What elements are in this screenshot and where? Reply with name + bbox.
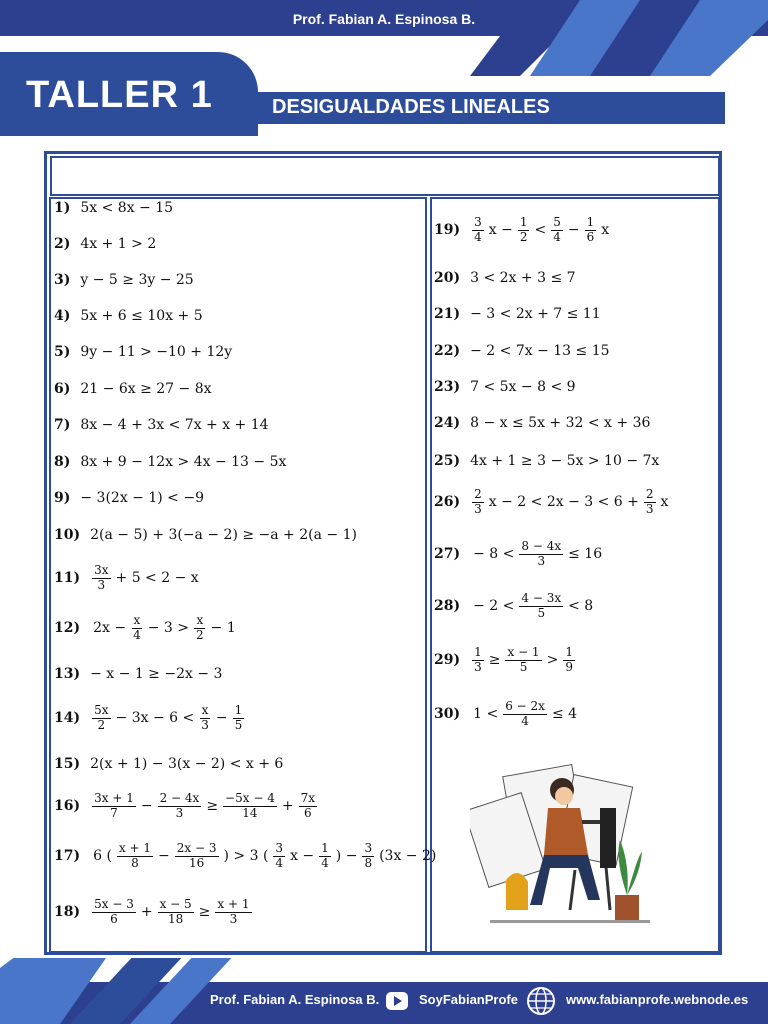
fraction — [505, 646, 541, 675]
exercise-expression: − x − 1 ≥ −2x − 3 — [90, 666, 223, 682]
fraction — [175, 842, 219, 871]
exercise-expression: 5x < 8x − 15 — [80, 200, 174, 216]
exercise-item — [434, 270, 576, 286]
exercise-number: 10) — [54, 527, 81, 543]
fraction — [215, 898, 251, 927]
expression-text: 1 < — [473, 706, 499, 723]
fraction-denominator: 4 — [474, 229, 482, 244]
fraction — [92, 564, 110, 593]
exercise-item — [54, 417, 269, 433]
exercise-number: 15) — [54, 756, 81, 772]
footer-channel: SoyFabianProfe — [419, 992, 518, 1007]
expression-text: ) − — [335, 848, 358, 865]
exercise-number: 19) — [434, 222, 461, 239]
exercise-item — [434, 379, 576, 395]
student-studying-illustration — [470, 760, 650, 930]
fraction — [472, 216, 484, 245]
exercise-number: 20) — [434, 270, 461, 286]
exercise-number: 26) — [434, 494, 461, 511]
exercise-item — [434, 592, 596, 621]
exercise-expression: 2(a − 5) + 3(−a − 2) ≥ −a + 2(a − 1) — [90, 527, 357, 543]
fraction-denominator: 3 — [537, 553, 546, 568]
expression-text: + 5 < 2 − x — [115, 570, 199, 587]
expression-text: ) > 3 ( — [223, 848, 269, 865]
fraction-numerator: 5 — [553, 215, 561, 229]
expression-text: 6 ( — [93, 848, 112, 865]
fraction-numerator: 2 — [474, 487, 482, 501]
exercise-item — [434, 453, 659, 469]
expression-text: ≤ 16 — [568, 546, 603, 563]
exercise-number: 3) — [54, 272, 71, 288]
exercise-expression: 8x − 4 + 3x < 7x + x + 14 — [80, 417, 269, 433]
fraction-denominator: 2 — [519, 229, 528, 244]
exercise-number: 4) — [54, 308, 71, 324]
fraction — [158, 898, 194, 927]
fraction — [299, 792, 317, 821]
fraction-denominator: 18 — [167, 911, 184, 926]
exercise-expression: − 3 < 2x + 7 ≤ 11 — [470, 306, 601, 322]
fraction-numerator: 3x — [94, 563, 109, 577]
exercise-item — [54, 236, 156, 252]
page-subtitle: DESIGUALDADES LINEALES — [272, 96, 550, 118]
exercise-number: 25) — [434, 453, 461, 469]
exercise-item — [54, 527, 357, 543]
fraction-denominator: 3 — [474, 501, 482, 516]
fraction-numerator: 7x — [300, 791, 315, 805]
expression-text: − — [158, 848, 170, 865]
exercise-number: 17) — [54, 848, 81, 865]
expression-text: x — [660, 494, 669, 511]
expression-text: ≥ — [206, 798, 219, 815]
exercise-expression: 7 < 5x − 8 < 9 — [470, 379, 576, 395]
exercise-number: 27) — [434, 546, 461, 563]
exercise-expression: 2(x + 1) − 3(x − 2) < x + 6 — [90, 756, 284, 772]
exercise-item — [54, 898, 254, 927]
fraction-numerator: x — [196, 613, 204, 627]
fraction-numerator: 3 — [474, 215, 482, 229]
expression-text: + — [140, 904, 153, 921]
fraction-denominator: 7 — [110, 805, 118, 820]
exercise-expression: 4x + 1 ≥ 3 − 5x > 10 − 7x — [470, 453, 660, 469]
exercise-number: 9) — [54, 490, 71, 506]
page-title: TALLER 1 — [26, 74, 213, 116]
fraction-numerator: x — [201, 703, 209, 717]
exercise-number: 24) — [434, 415, 461, 431]
exercise-number: 13) — [54, 666, 81, 682]
fraction-numerator: x + 1 — [118, 841, 152, 855]
fraction-denominator: 3 — [97, 577, 106, 592]
fraction-numerator: 4 − 3x — [521, 591, 562, 605]
frame-header-box — [50, 156, 720, 196]
exercise-expression: 8x + 9 − 12x > 4x − 13 − 5x — [80, 454, 287, 470]
fraction-denominator: 9 — [565, 659, 573, 674]
fraction — [472, 646, 484, 675]
fraction-denominator: 6 — [586, 229, 595, 244]
expression-text: x − 2 < 2x − 3 < 6 + — [488, 494, 639, 511]
fraction-denominator: 3 — [474, 659, 482, 674]
fraction-denominator: 4 — [521, 713, 529, 728]
expression-text: − 3x − 6 < — [115, 710, 195, 727]
expression-text: x − — [290, 848, 315, 865]
fraction — [472, 488, 484, 517]
exercise-item — [434, 700, 580, 729]
fraction-denominator: 4 — [553, 229, 561, 244]
fraction-numerator: x − 1 — [507, 645, 540, 659]
fraction — [503, 700, 547, 729]
fraction — [585, 216, 597, 245]
fraction-numerator: x — [133, 613, 141, 627]
fraction-numerator: 1 — [474, 645, 482, 659]
exercise-item — [434, 343, 610, 359]
exercise-item — [54, 564, 202, 593]
expression-text: x — [601, 222, 610, 239]
exercise-item — [54, 666, 222, 682]
exercise-number: 6) — [54, 381, 71, 397]
exercise-item — [434, 306, 601, 322]
exercise-number: 21) — [434, 306, 461, 322]
fraction-numerator: x + 1 — [217, 897, 250, 911]
fraction-denominator: 16 — [188, 855, 205, 870]
exercise-expression: 9y − 11 > −10 + 12y — [80, 344, 233, 360]
fraction — [92, 898, 136, 927]
fraction — [158, 792, 202, 821]
exercise-item — [434, 216, 612, 245]
fraction-numerator: 1 — [321, 841, 329, 855]
exercise-item — [54, 200, 173, 216]
exercise-number: 12) — [54, 620, 81, 637]
expression-text: 2x − — [93, 620, 127, 637]
fraction — [273, 842, 285, 871]
fraction — [92, 704, 110, 733]
fraction — [223, 792, 277, 821]
fraction-denominator: 3 — [201, 717, 209, 732]
fraction-numerator: 3 — [364, 841, 373, 855]
fraction-denominator: 5 — [519, 659, 528, 674]
exercise-expression: 3 < 2x + 3 ≤ 7 — [470, 270, 576, 286]
expression-text: − 8 < — [473, 546, 515, 563]
exercise-number: 23) — [434, 379, 461, 395]
fraction-numerator: 3x + 1 — [94, 791, 134, 805]
expression-text: > — [546, 652, 559, 669]
fraction-numerator: 8 − 4x — [521, 539, 562, 553]
exercise-number: 2) — [54, 236, 71, 252]
exercise-item — [54, 490, 204, 506]
footer-author: Prof. Fabian A. Espinosa B. — [210, 992, 380, 1007]
exercise-number: 11) — [54, 570, 81, 587]
exercise-expression: 21 − 6x ≥ 27 − 8x — [80, 381, 212, 397]
expression-text: < 8 — [568, 598, 594, 615]
exercise-number: 5) — [54, 344, 71, 360]
footer-website-link[interactable]: www.fabianprofe.webnode.es — [566, 992, 749, 1007]
exercise-number: 30) — [434, 706, 461, 723]
fraction-numerator: 5x — [94, 703, 109, 717]
fraction-denominator: 8 — [131, 855, 139, 870]
exercise-number: 28) — [434, 598, 461, 615]
fraction — [551, 216, 563, 245]
fraction-numerator: 2x − 3 — [176, 841, 217, 855]
expression-text: − 1 — [210, 620, 236, 637]
fraction-numerator: 3 — [275, 841, 284, 855]
fraction-denominator: 4 — [275, 855, 284, 870]
header-author: Prof. Fabian A. Espinosa B. — [292, 11, 476, 27]
exercise-item — [434, 415, 650, 431]
exercise-item — [434, 488, 671, 517]
fraction — [117, 842, 153, 871]
expression-text: + — [281, 798, 294, 815]
exercise-expression: − 2 < 7x − 13 ≤ 15 — [470, 343, 610, 359]
fraction-denominator: 4 — [133, 627, 141, 642]
expression-text: − — [140, 798, 153, 815]
expression-text: − — [567, 222, 580, 239]
fraction-numerator: 6 − 2x — [505, 699, 545, 713]
exercise-number: 8) — [54, 454, 71, 470]
fraction-numerator: 2 − 4x — [159, 791, 200, 805]
fraction-denominator: 2 — [97, 717, 106, 732]
exercise-item — [54, 756, 283, 772]
exercise-number: 22) — [434, 343, 461, 359]
fraction — [518, 216, 530, 245]
expression-text: ≥ — [488, 652, 501, 669]
exercise-number: 14) — [54, 710, 81, 727]
exercise-item — [54, 454, 286, 470]
exercise-number: 16) — [54, 798, 81, 815]
fraction — [563, 646, 575, 675]
fraction — [519, 592, 563, 621]
exercise-item — [54, 381, 212, 397]
fraction — [131, 614, 143, 643]
exercise-item — [54, 308, 203, 324]
exercise-expression: 4x + 1 > 2 — [80, 236, 157, 252]
exercise-item — [434, 540, 605, 569]
fraction — [319, 842, 331, 871]
fraction-numerator: 1 — [586, 215, 595, 229]
fraction-denominator: 3 — [645, 501, 654, 516]
fraction-numerator: 5x − 3 — [94, 897, 134, 911]
exercise-expression: − 3(2x − 1) < −9 — [80, 490, 204, 506]
fraction-denominator: 4 — [321, 855, 329, 870]
exercise-number: 29) — [434, 652, 461, 669]
fraction-denominator: 5 — [537, 605, 546, 620]
fraction — [362, 842, 374, 871]
expression-text: (3x − 2) — [379, 848, 437, 865]
exercise-number: 1) — [54, 200, 71, 216]
exercise-number: 7) — [54, 417, 71, 433]
exercise-item — [434, 646, 577, 675]
exercise-expression: 5x + 6 ≤ 10x + 5 — [80, 308, 203, 324]
fraction-numerator: 1 — [234, 703, 243, 717]
expression-text: ≤ 4 — [551, 706, 578, 723]
exercise-item — [54, 792, 319, 821]
exercise-item — [54, 344, 232, 360]
fraction-numerator: 1 — [519, 215, 528, 229]
fraction-numerator: −5x − 4 — [225, 791, 275, 805]
fraction — [92, 792, 136, 821]
footer-banner — [0, 958, 768, 1024]
exercise-expression: 8 − x ≤ 5x + 32 < x + 36 — [470, 415, 651, 431]
fraction — [644, 488, 656, 517]
fraction-numerator: 1 — [565, 645, 573, 659]
fraction-denominator: 2 — [196, 627, 204, 642]
fraction-denominator: 6 — [110, 911, 118, 926]
fraction-denominator: 3 — [175, 805, 184, 820]
fraction — [194, 614, 206, 643]
exercise-item — [54, 614, 239, 643]
exercise-number: 18) — [54, 904, 81, 921]
fraction-denominator: 14 — [242, 805, 258, 820]
fraction-denominator: 8 — [364, 855, 373, 870]
fraction — [519, 540, 563, 569]
expression-text: − 2 < — [473, 598, 515, 615]
fraction — [199, 704, 211, 733]
exercise-item — [54, 842, 439, 871]
fraction-denominator: 5 — [234, 717, 243, 732]
expression-text: ≥ — [198, 904, 211, 921]
exercise-expression: y − 5 ≥ 3y − 25 — [80, 272, 194, 288]
expression-text: − 3 > — [147, 620, 190, 637]
exercise-item — [54, 704, 246, 733]
fraction-denominator: 3 — [229, 911, 238, 926]
fraction-denominator: 6 — [303, 805, 312, 820]
expression-text: < — [534, 222, 547, 239]
expression-text: x − — [488, 222, 513, 239]
expression-text: − — [215, 710, 228, 727]
fraction-numerator: x − 5 — [159, 897, 192, 911]
exercise-item — [54, 272, 194, 288]
fraction-numerator: 2 — [645, 487, 654, 501]
fraction — [233, 704, 245, 733]
